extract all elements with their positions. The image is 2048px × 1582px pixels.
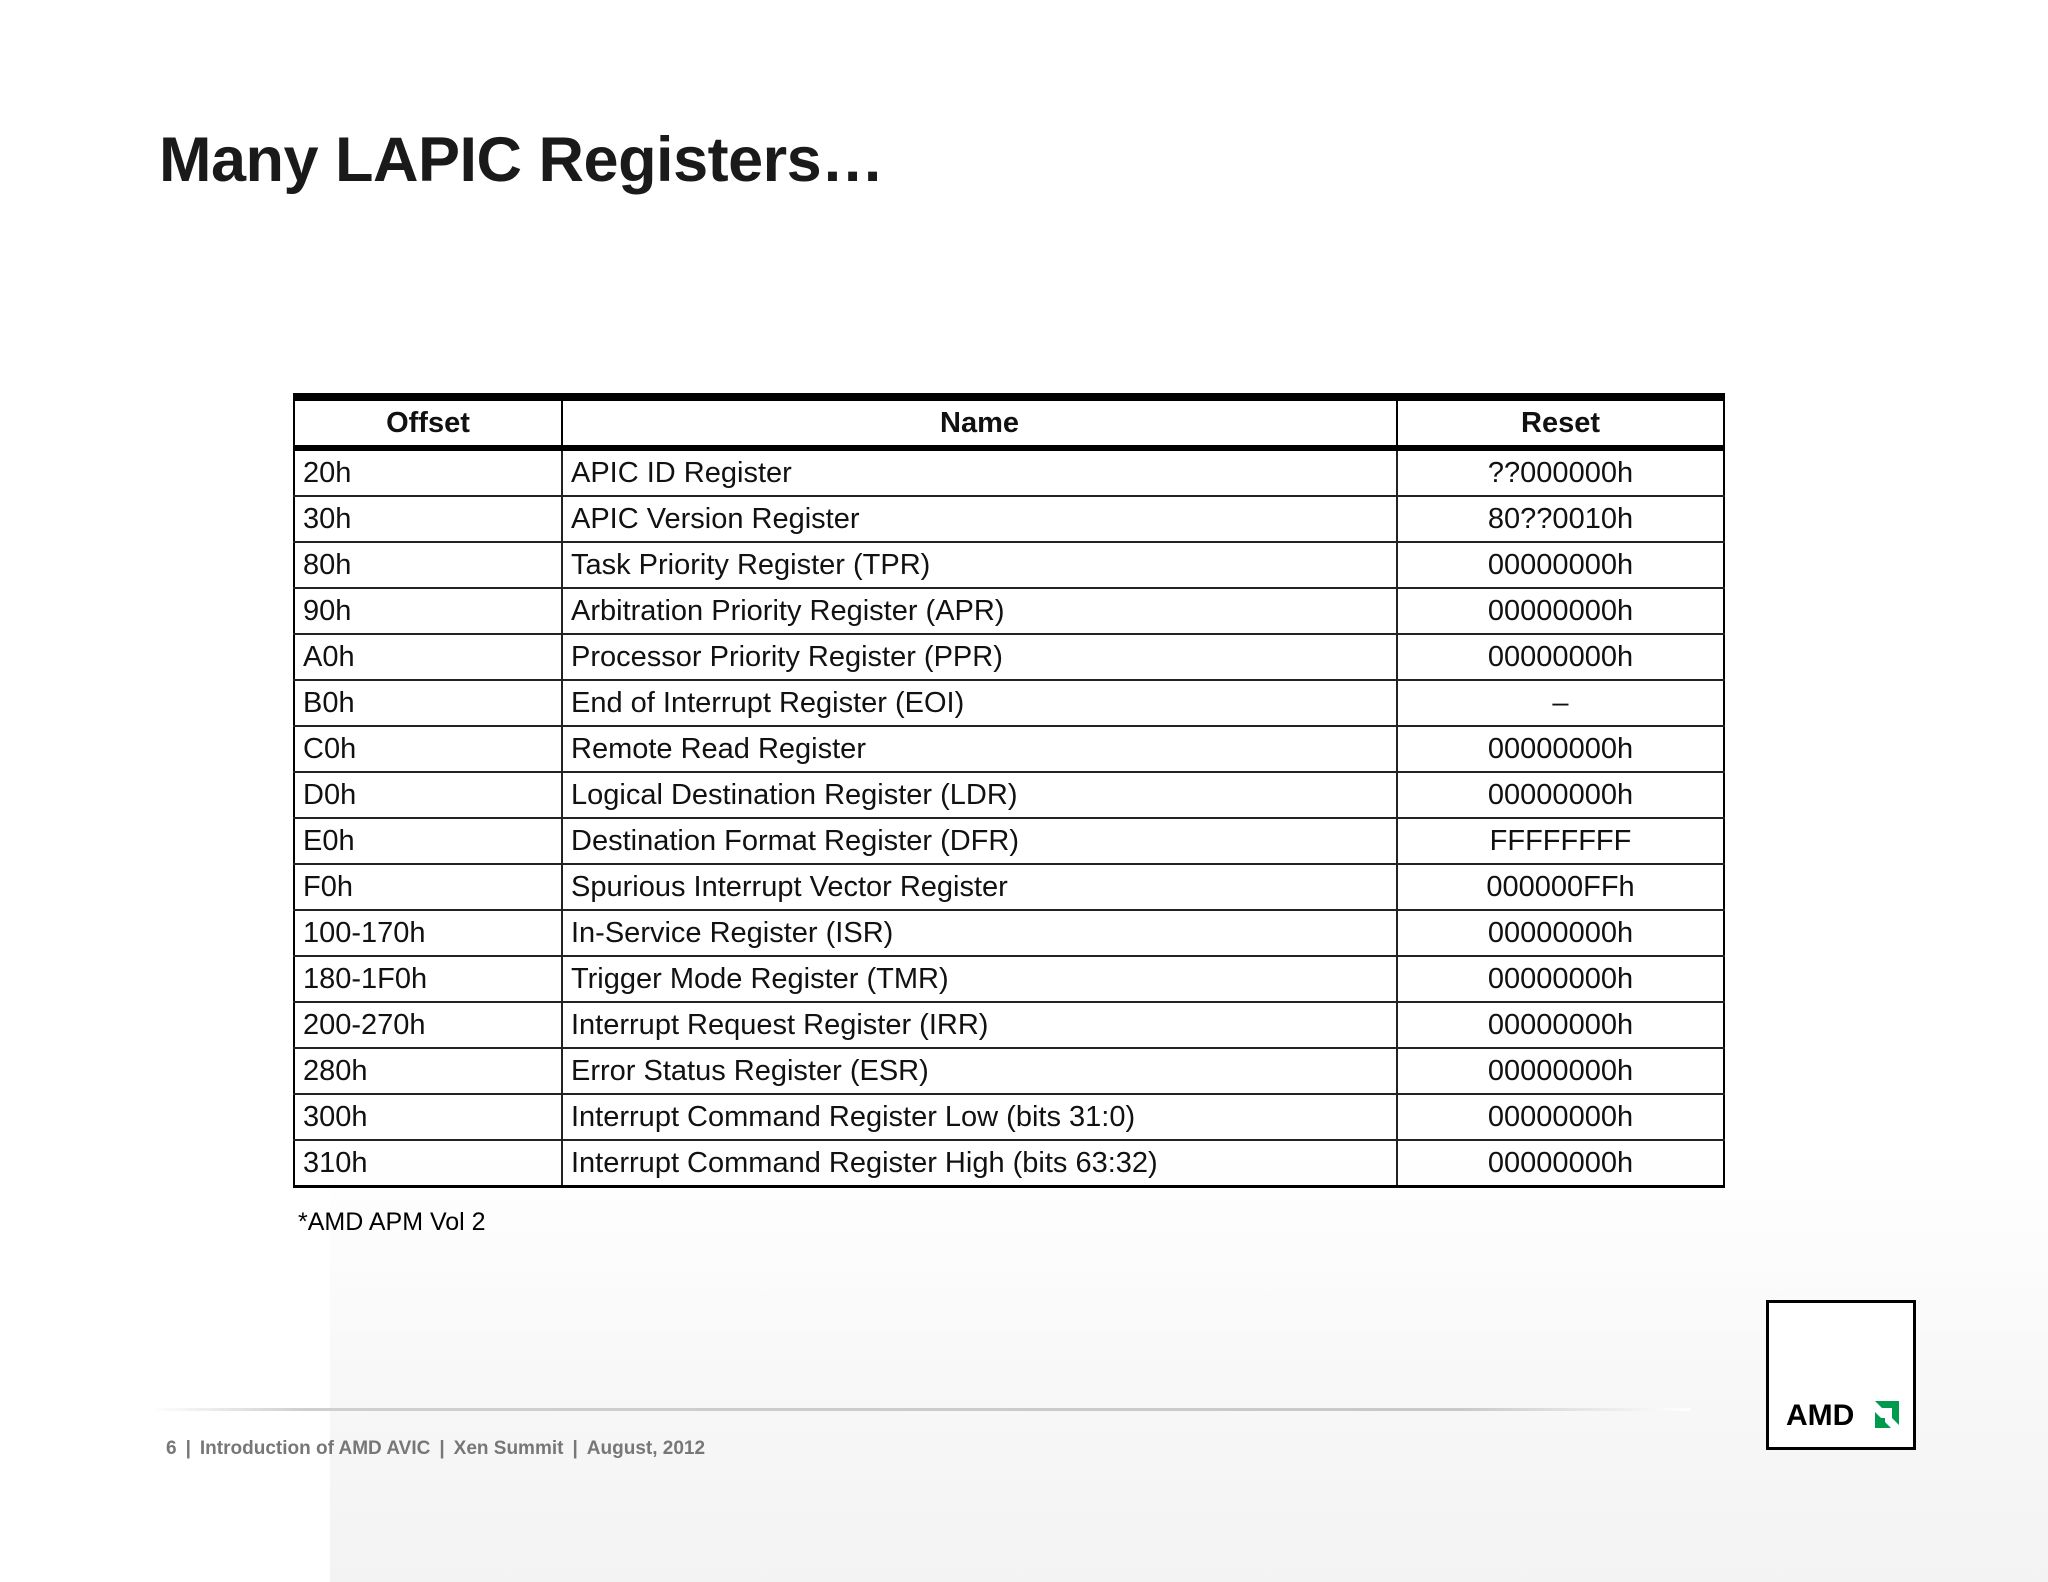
register-offset: F0h	[294, 864, 562, 910]
register-reset: 000000FFh	[1397, 864, 1724, 910]
register-name: In-Service Register (ISR)	[562, 910, 1397, 956]
register-reset: 00000000h	[1397, 726, 1724, 772]
register-reset: –	[1397, 680, 1724, 726]
column-header-name: Name	[562, 397, 1397, 448]
register-reset: 00000000h	[1397, 1048, 1724, 1094]
register-reset: 00000000h	[1397, 956, 1724, 1002]
register-name: Trigger Mode Register (TMR)	[562, 956, 1397, 1002]
table-header-row	[294, 397, 1724, 448]
event-name: Xen Summit	[453, 1438, 564, 1459]
register-reset: 00000000h	[1397, 588, 1724, 634]
register-reset: 80??0010h	[1397, 496, 1724, 542]
footer-separator: |	[572, 1438, 578, 1459]
register-offset: 30h	[294, 496, 562, 542]
register-name: Interrupt Command Register Low (bits 31:0)	[562, 1094, 1397, 1140]
register-offset: B0h	[294, 680, 562, 726]
register-offset: 310h	[294, 1140, 562, 1187]
register-offset: 280h	[294, 1048, 562, 1094]
register-offset: 200-270h	[294, 1002, 562, 1048]
register-offset: 20h	[294, 448, 562, 496]
register-reset: 00000000h	[1397, 1002, 1724, 1048]
amd-arrow-icon	[1871, 1401, 1899, 1429]
source-footnote: *AMD APM Vol 2	[298, 1208, 486, 1236]
table-row	[294, 1094, 1724, 1140]
page-number: 6	[166, 1438, 177, 1459]
register-name: Task Priority Register (TPR)	[562, 542, 1397, 588]
register-offset: D0h	[294, 772, 562, 818]
table-row	[294, 818, 1724, 864]
presentation-date: August, 2012	[586, 1438, 706, 1459]
register-offset: C0h	[294, 726, 562, 772]
table-row	[294, 726, 1724, 772]
register-reset: 00000000h	[1397, 772, 1724, 818]
register-offset: 90h	[294, 588, 562, 634]
table-row	[294, 1140, 1724, 1187]
footer-divider	[150, 1408, 1690, 1411]
register-name: Spurious Interrupt Vector Register	[562, 864, 1397, 910]
table-row	[294, 542, 1724, 588]
register-offset: 80h	[294, 542, 562, 588]
register-name: Error Status Register (ESR)	[562, 1048, 1397, 1094]
footer-separator: |	[439, 1438, 445, 1459]
register-name: Remote Read Register	[562, 726, 1397, 772]
table-row	[294, 956, 1724, 1002]
table-row	[294, 910, 1724, 956]
register-offset: E0h	[294, 818, 562, 864]
table-row	[294, 448, 1724, 496]
register-name: Processor Priority Register (PPR)	[562, 634, 1397, 680]
table-row	[294, 588, 1724, 634]
register-name: End of Interrupt Register (EOI)	[562, 680, 1397, 726]
table-body	[294, 448, 1724, 1187]
column-header-reset: Reset	[1397, 397, 1724, 448]
table-row	[294, 864, 1724, 910]
register-reset: 00000000h	[1397, 1094, 1724, 1140]
register-name: APIC Version Register	[562, 496, 1397, 542]
lapic-register-table	[293, 393, 1725, 1188]
register-reset: 00000000h	[1397, 1140, 1724, 1187]
register-offset: A0h	[294, 634, 562, 680]
slide-footer	[166, 1438, 705, 1460]
register-reset: ??000000h	[1397, 448, 1724, 496]
table-row	[294, 496, 1724, 542]
register-name: Destination Format Register (DFR)	[562, 818, 1397, 864]
table-row	[294, 634, 1724, 680]
table-row	[294, 772, 1724, 818]
register-reset: FFFFFFFF	[1397, 818, 1724, 864]
register-offset: 180-1F0h	[294, 956, 562, 1002]
register-name: Logical Destination Register (LDR)	[562, 772, 1397, 818]
table-row	[294, 1002, 1724, 1048]
amd-logo	[1766, 1300, 1916, 1450]
amd-logo-text: AMD	[1786, 1399, 1855, 1432]
presentation-title: Introduction of AMD AVIC	[199, 1438, 431, 1459]
register-reset: 00000000h	[1397, 634, 1724, 680]
register-offset: 100-170h	[294, 910, 562, 956]
register-reset: 00000000h	[1397, 542, 1724, 588]
column-header-offset: Offset	[294, 397, 562, 448]
table-row	[294, 1048, 1724, 1094]
register-name: Arbitration Priority Register (APR)	[562, 588, 1397, 634]
register-reset: 00000000h	[1397, 910, 1724, 956]
register-name: APIC ID Register	[562, 448, 1397, 496]
table-row	[294, 680, 1724, 726]
register-name: Interrupt Request Register (IRR)	[562, 1002, 1397, 1048]
slide-title: Many LAPIC Registers…	[159, 125, 884, 195]
register-offset: 300h	[294, 1094, 562, 1140]
footer-separator: |	[185, 1438, 191, 1459]
register-name: Interrupt Command Register High (bits 63:32)	[562, 1140, 1397, 1187]
